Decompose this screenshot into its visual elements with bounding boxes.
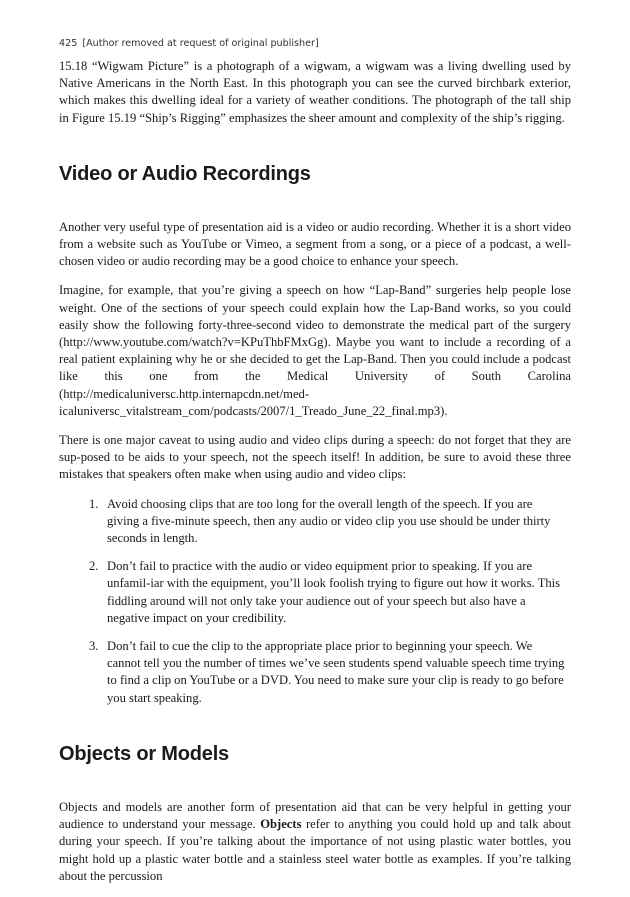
mistakes-list bbox=[59, 496, 571, 707]
list-item bbox=[89, 638, 571, 707]
list-item-text: Don’t fail to cue the clip to the appropriate place prior to beginning your speech. We cannot tell you the number of times we’ve seen students spend valuable speech time trying to find a clip on YouTube or a DVD. You need to make sure your clip is ready to go before you start speaking. bbox=[107, 639, 565, 705]
page-number: 425 bbox=[59, 38, 78, 49]
body-content bbox=[59, 58, 571, 897]
objects-paragraph bbox=[59, 799, 571, 885]
section-heading-video-audio: Video or Audio Recordings bbox=[59, 162, 311, 185]
list-item bbox=[89, 496, 571, 548]
section-heading-objects-models: Objects or Models bbox=[59, 742, 229, 765]
paragraph: Imagine, for example, that you’re giving a speech on how “Lap-Band” surgeries help people lose weight. One of the sections of your speech could explain how the Lap-Band works, so you could easily show the following forty-three-second video to demonstrate the medical part of the surgery (http://www.youtube.com/watch?v=KPuThbFMxGg). Maybe you want to include a recording of a real patient explaining why he or she decided to get the Lap-Band. Then you could include a podcast like this one from the Medical University of South Carolina (http://medicaluniversc.http.internapcdn.net/med-icaluniversc_vitalstream_com/podcasts/2007/1_Treado_June_22_final.mp3). bbox=[59, 283, 571, 418]
objects-paragraph-start: Objects and models are another form of presentation aid that can be very helpful in getting your audience to understand your message. bbox=[59, 799, 571, 832]
paragraph: There is one major caveat to using audio and video clips during a speech: do not forget that they are sup-posed to be aids to your speech, not the speech itself! In addition, be sure to avoid these three mistakes that speakers often make when using audio and video clips: bbox=[59, 433, 571, 482]
objects-paragraph-end: refer to anything you could hold up and talk about during your speech. If you’re talking about the importance of not using plastic water bottles, you might hold up a plastic water bottle and a stainless steel water bottle as examples. If you’re talking about the percussion bbox=[59, 817, 571, 883]
paragraph: Another very useful type of presentation aid is a video or audio recording. Whether it is a short video from a website such as YouTube or Vimeo, a segment from a song, or a piece of a podcast, a well-chosen video or audio recording may be a good choice to enhance your speech. bbox=[59, 219, 571, 269]
intro-paragraph: 15.18 “Wigwam Picture” is a photograph of a wigwam, a wigwam was a living dwelling used by Native Americans in the North East. In this photograph you can see the curved birchbark exterior, which makes this dwelling ideal for a variety of weather conditions. The photograph of the tall ship in Figure 15.19 “Ship’s Rigging” emphasizes the sheer amount and complexity of the ship’s rigging. bbox=[59, 59, 571, 125]
objects-term: Objects bbox=[260, 817, 302, 832]
list-marker: 1. bbox=[89, 496, 99, 511]
running-title: [Author removed at request of original publisher] bbox=[82, 38, 319, 49]
list-item-text: Don’t fail to practice with the audio or video equipment prior to speaking. If you are unfamil-iar with the equipment, you’ll look foolish trying to figure out how it works. This fiddling around will not only take your audience out of your speech but also have a negative impact on your credibility. bbox=[107, 559, 561, 625]
list-item-text: Avoid choosing clips that are too long for the overall length of the speech. If you are giving a five-minute speech, then any audio or video clip you use should be under thirty seconds in length. bbox=[107, 496, 551, 546]
running-header bbox=[59, 38, 319, 49]
list-item bbox=[89, 558, 571, 627]
list-marker: 2. bbox=[89, 559, 99, 574]
list-marker: 3. bbox=[89, 639, 99, 654]
